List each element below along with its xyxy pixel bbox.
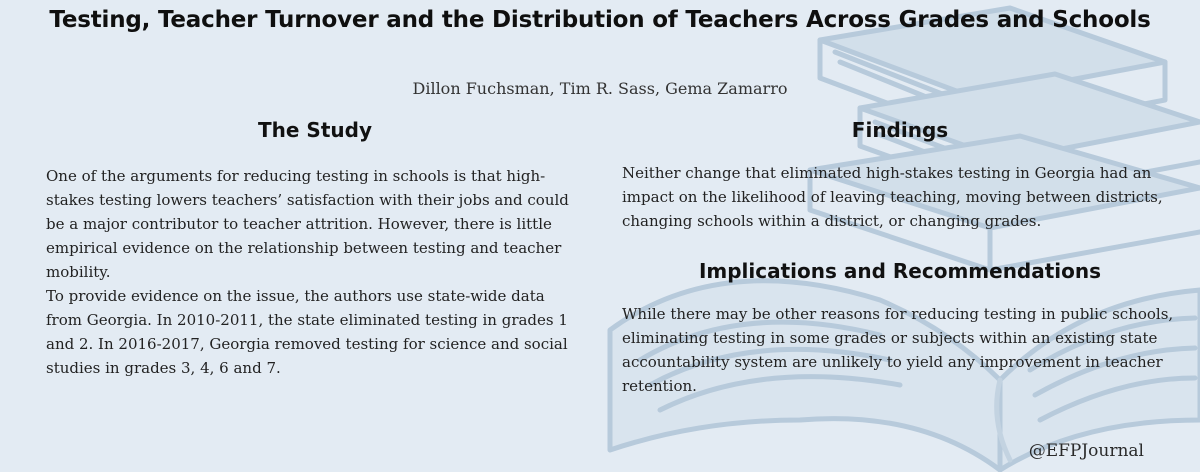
study-paragraph-1: One of the arguments for reducing testing in schools is that high-stakes testing lowers teachers’ satisfaction with their jobs and could be a major contributor to teacher attrition. However, there is little empirical evidence on the relationship between testing and teacher mobility.	[46, 167, 569, 281]
author-line: Dillon Fuchsman, Tim R. Sass, Gema Zamarro	[412, 79, 788, 98]
findings-heading: Findings	[851, 118, 949, 142]
study-paragraph-2: To provide evidence on the issue, the authors use state-wide data from Georgia. In 2010-2011, the state eliminated testing in grades 1 and 2. In 2016-2017, Georgia removed testing for science and social studies in grades 3, 4, 6 and 7.	[46, 287, 568, 377]
study-heading: The Study	[258, 118, 372, 142]
findings-paragraph: Neither change that eliminated high-stakes testing in Georgia had an impact on the likelihood of leaving teaching, moving between districts, changing schools within a district, or changing grades.	[622, 164, 1163, 230]
implications-heading: Implications and Recommendations	[698, 259, 1102, 283]
twitter-handle: @EFPJournal	[1028, 441, 1144, 461]
study-text	[46, 164, 578, 380]
page-title: Testing, Teacher Turnover and the Distribution of Teachers Across Grades and Schools	[49, 7, 1151, 33]
implications-paragraph: While there may be other reasons for reducing testing in public schools, eliminating testing in some grades or subjects within an existing state accountability system are unlikely to yield any improvement in teacher retention.	[622, 305, 1174, 395]
